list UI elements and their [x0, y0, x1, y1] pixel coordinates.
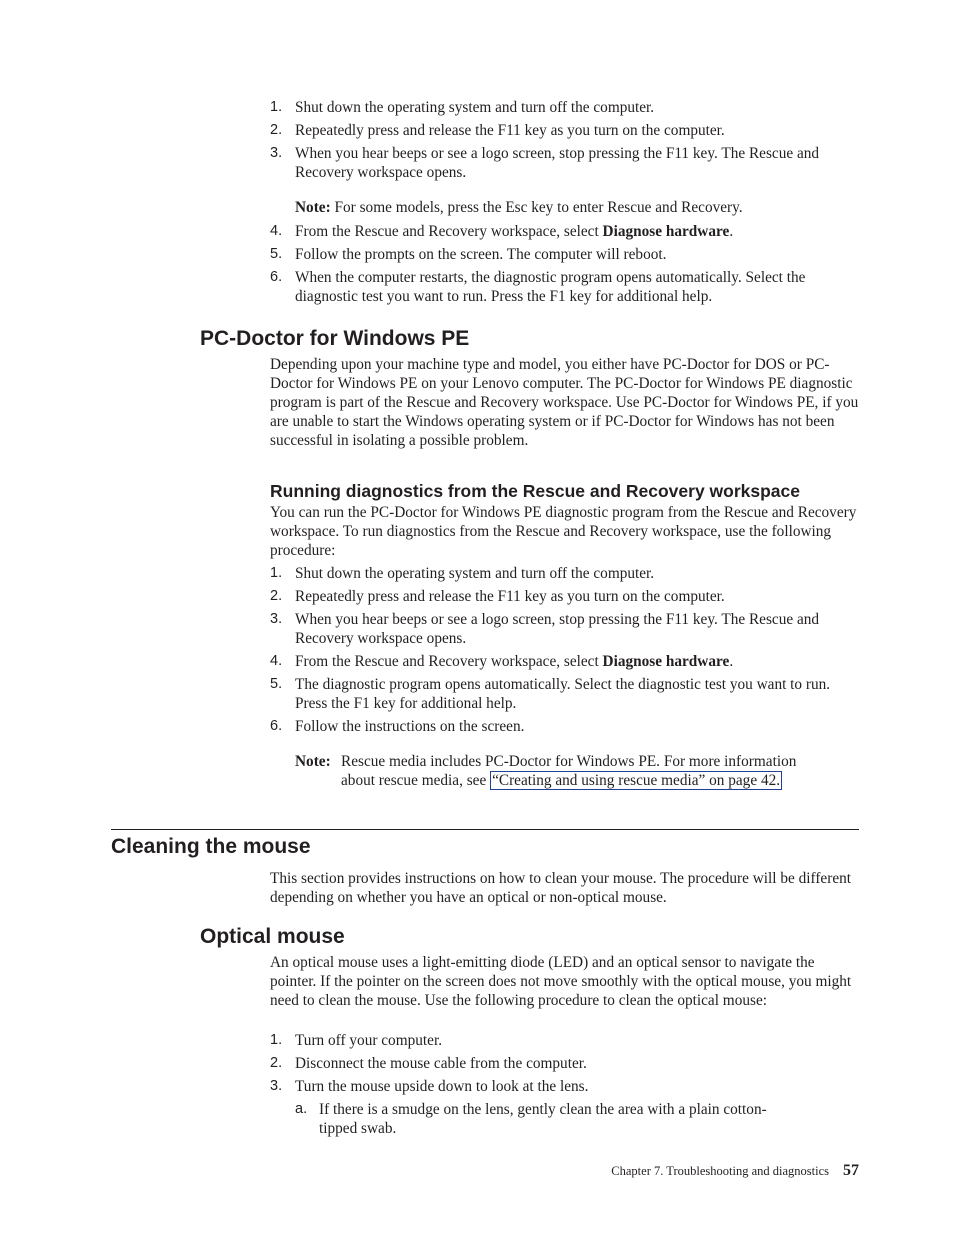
list-item: 6. Follow the instructions on the screen.	[270, 718, 525, 735]
list-item: 5. Follow the prompts on the screen. The computer will reboot.	[270, 246, 667, 263]
list-item: 5. The diagnostic program opens automatically. Select the diagnostic test you want to run. Press the F1 key for additional help.	[270, 676, 831, 712]
steps-list-optical	[270, 1031, 860, 1142]
list-item: 1. Shut down the operating system and turn off the computer.	[270, 99, 655, 116]
paragraph-running-diagnostics: You can run the PC-Doctor for Windows PE diagnostic program from the Rescue and Recovery workspace. To run diagnostics from the Rescue and Recovery workspace, use the following procedure:	[270, 504, 857, 559]
page-footer	[611, 1162, 859, 1180]
heading-pc-doctor: PC-Doctor for Windows PE	[200, 327, 470, 350]
list-item: 2. Repeatedly press and release the F11 key as you turn on the computer.	[270, 588, 725, 605]
section-divider	[111, 829, 859, 830]
page-number: 57	[843, 1162, 859, 1179]
list-item: 3. Turn the mouse upside down to look at the lens.	[270, 1078, 589, 1095]
list-item: 3. When you hear beeps or see a logo screen, stop pressing the F11 key. The Rescue and Recovery workspace opens.	[270, 611, 820, 647]
cross-reference-link[interactable]: “Creating and using rescue media” on page 42.	[492, 772, 781, 789]
list-item: 6. When the computer restarts, the diagnostic program opens automatically. Select the diagnostic test you want to run. Press the F1 key for additional help.	[270, 269, 806, 305]
list-item: 4. From the Rescue and Recovery workspace, select Diagnose hardware.	[270, 653, 734, 670]
list-item: 1. Shut down the operating system and turn off the computer.	[270, 565, 655, 582]
list-item: 3. When you hear beeps or see a logo screen, stop pressing the F11 key. The Rescue and Recovery workspace opens.	[270, 145, 820, 181]
footer-chapter: Chapter 7. Troubleshooting and diagnostics	[611, 1164, 829, 1178]
note-esc-key: Note: For some models, press the Esc key to enter Rescue and Recovery.	[295, 199, 743, 216]
heading-running-diagnostics: Running diagnostics from the Rescue and Recovery workspace	[270, 481, 800, 501]
list-item: 4. From the Rescue and Recovery workspace, select Diagnose hardware.	[270, 223, 734, 240]
paragraph-cleaning-mouse: This section provides instructions on how to clean your mouse. The procedure will be different depending on whether you have an optical or non-optical mouse.	[270, 870, 852, 906]
paragraph-optical-mouse: An optical mouse uses a light-emitting diode (LED) and an optical sensor to navigate the pointer. If the pointer on the screen does not move smoothly with the optical mouse, you might need to clean the mouse. Use the following procedure to clean the optical mouse:	[270, 954, 852, 1009]
list-item: 2. Repeatedly press and release the F11 key as you turn on the computer.	[270, 122, 725, 139]
list-item: 1. Turn off your computer.	[270, 1032, 443, 1049]
list-item: 2. Disconnect the mouse cable from the computer.	[270, 1055, 587, 1072]
steps-list-rescue	[270, 564, 860, 790]
heading-cleaning-mouse: Cleaning the mouse	[111, 835, 311, 858]
note-rescue-media: Note: Rescue media includes PC-Doctor for Windows PE. For more information about rescue media, see “Creating and using rescue media” on page 42.	[295, 753, 797, 789]
paragraph-pc-doctor: Depending upon your machine type and model, you either have PC-Doctor for DOS or PC-Doctor for Windows PE on your Lenovo computer. The PC-Doctor for Windows PE diagnostic program is part of the Rescue and Recovery workspace. Use PC-Doctor for Windows PE, if you are unable to start the Windows operating system or if PC-Doctor for Windows has not been successful in isolating a possible problem.	[270, 356, 859, 449]
heading-optical-mouse: Optical mouse	[200, 925, 345, 948]
steps-list-top	[270, 98, 860, 310]
list-item: a. If there is a smudge on the lens, gently clean the area with a plain cotton-tipped swab.	[295, 1101, 767, 1137]
